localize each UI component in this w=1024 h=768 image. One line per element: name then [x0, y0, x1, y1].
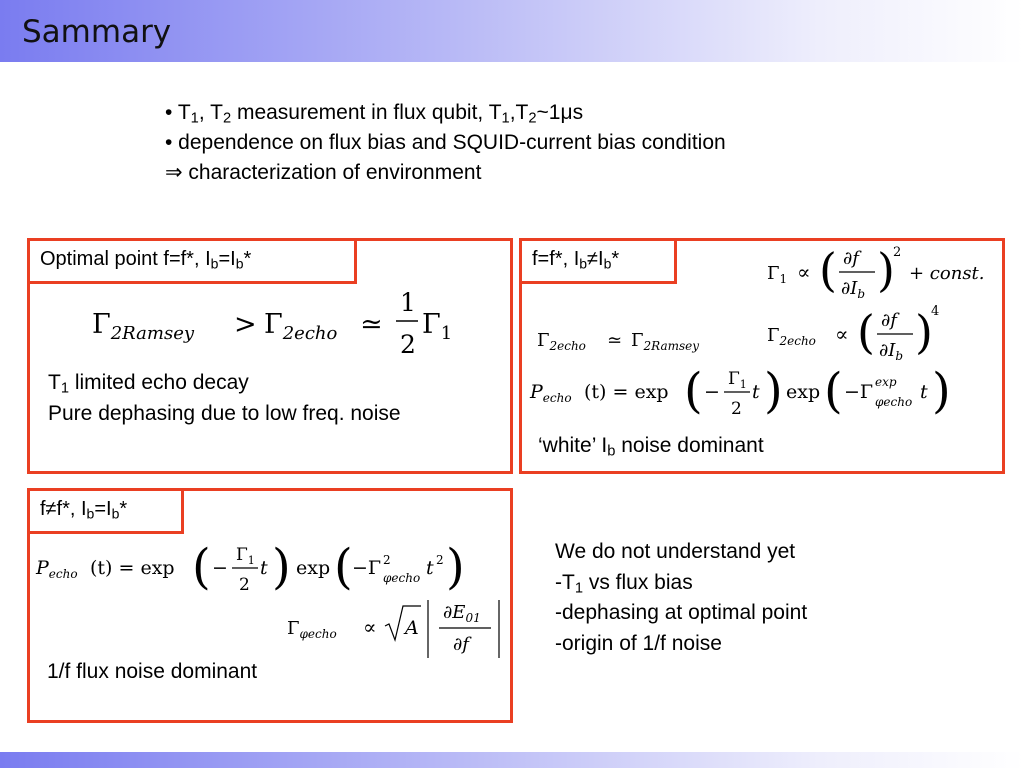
label-text: =I: [218, 248, 236, 270]
svg-text:Γ1: $\Gamma_1$: [728, 369, 747, 391]
sub-b: b: [895, 349, 904, 363]
paren-left: (: [857, 305, 875, 359]
bullet-dot: •: [165, 101, 173, 124]
bullet-t1-t2: [165, 98, 726, 128]
paren-left: (: [192, 539, 211, 595]
label-sub: b: [111, 505, 120, 522]
equation-gamma-phi-propto: [285, 596, 509, 662]
propto-symbol: ∝: [363, 615, 377, 639]
propto-symbol: ∝: [797, 260, 811, 284]
sub-echo: echo: [48, 567, 78, 581]
svg-text:Pecho: [529, 381, 572, 405]
sub-2b: 2: [528, 110, 537, 127]
bullet-dependence: • dependence on flux bias and SQUID-current bias condition: [165, 131, 726, 154]
svg-text:−Γ: −Γ: [352, 557, 382, 579]
label-sub: b: [210, 255, 219, 272]
fraction-numerator: 1: [400, 288, 416, 317]
text-t: -T: [555, 571, 575, 594]
equation-pecho-white: [528, 362, 960, 426]
label-text: f=f*, I: [532, 248, 580, 270]
svg-text:2: 2: [731, 399, 742, 419]
label-text: *: [611, 248, 620, 270]
exponent-4: 4: [931, 304, 940, 319]
a-symbol: A: [405, 617, 419, 639]
t-symbol: t: [426, 557, 434, 579]
svg-text:Pecho: [35, 557, 78, 581]
svg-text:Γ1: $\Gamma_1$: [236, 545, 255, 567]
partial-f: ∂f: [453, 634, 469, 655]
partial-ib: ∂I: [879, 340, 896, 361]
svg-text:t: t: [752, 381, 760, 403]
sub-2echo: 2echo: [779, 334, 816, 348]
gamma-symbol: Γ: [422, 309, 441, 340]
partial-e: ∂E: [443, 602, 466, 623]
sub-1: 1: [779, 272, 788, 286]
sup-2: 2: [436, 553, 444, 567]
text-tail: ~1μs: [536, 101, 584, 124]
p-symbol: P: [530, 381, 543, 403]
text-flux-bias: vs flux bias: [583, 571, 693, 594]
svg-text:Γ2Ramsey: [92, 309, 195, 344]
footer-bar: [0, 752, 1024, 768]
paren-right: ): [877, 243, 895, 297]
paren-right: ): [915, 305, 933, 359]
equation-gamma2echo-simeq: [535, 322, 745, 358]
text-t: T: [48, 371, 61, 394]
svg-text:Γ2echo: $\Gamma_{2echo}$: [767, 325, 816, 348]
exp-function: (t) = exp: [584, 381, 669, 403]
sub-1b: 1: [501, 110, 510, 127]
svg-text:t: t: [920, 381, 928, 403]
summary-bullets: [165, 98, 726, 188]
exp-function: (t) = exp: [90, 557, 175, 579]
sub-ramsey: 2Ramsey: [110, 323, 195, 344]
text-comma: ,T: [509, 101, 529, 124]
sub-1: 1: [60, 380, 69, 397]
label-white-noise: [519, 238, 677, 284]
equation-pecho-flux: [34, 534, 474, 600]
svg-text:2: 2: [239, 575, 250, 595]
svg-text:(: (: [824, 363, 843, 419]
svg-text:∂E01: [443, 602, 481, 625]
text-t: T: [177, 101, 191, 124]
equation-gamma-relation: [88, 285, 468, 360]
gamma-symbol: Γ: [92, 309, 111, 340]
conclusion-line-4: -origin of 1/f noise: [555, 632, 722, 655]
text-dominant: noise dominant: [615, 434, 764, 457]
svg-text:∂Ib: [879, 340, 903, 363]
svg-text:−: −: [212, 557, 228, 579]
optimal-note-2: Pure dephasing due to low freq. noise: [48, 402, 401, 425]
label-optimal-point: [27, 238, 357, 284]
label-text: Optimal point f=f*, I: [40, 248, 211, 270]
sub-2echo: 2echo: [549, 339, 586, 353]
sub-01: 01: [465, 611, 481, 625]
svg-text:t: t: [260, 557, 268, 579]
label-sub: b: [86, 505, 95, 522]
sub-phiecho: φecho: [383, 571, 421, 585]
label-text: f≠f*, I: [40, 498, 87, 520]
svg-text:): ): [932, 363, 951, 419]
sub-b: b: [607, 443, 616, 460]
partial-f: ∂f: [881, 310, 897, 331]
label-text: *: [243, 248, 252, 270]
slide-title: Sammary: [22, 14, 172, 50]
sup-2: 2: [383, 553, 391, 567]
label-sub: b: [235, 255, 244, 272]
partial-f: ∂f: [843, 248, 859, 269]
svg-text:Γ2Ramsey: $\Gamma_{2Ramsey}$: [631, 330, 700, 353]
exp-function: exp: [296, 557, 331, 579]
paren-right: ): [764, 363, 783, 419]
text-comma-t: , T: [198, 101, 223, 124]
sub-echo: echo: [542, 391, 572, 405]
text-white: ‘white’ I: [538, 434, 608, 457]
sub-phiecho: φecho: [299, 627, 337, 641]
text-limited: limited echo decay: [69, 371, 249, 394]
svg-text:Γφecho: $\Gamma_{\varphi echo}$: [287, 618, 337, 641]
conclusion-line-3: -dephasing at optimal point: [555, 601, 808, 624]
paren-left: (: [684, 363, 703, 419]
white-noise-note: [538, 430, 764, 461]
svg-text:−: −: [704, 381, 720, 403]
label-text: *: [119, 498, 128, 520]
svg-text:≃: ≃: [607, 330, 623, 351]
svg-text:Γ2echo: $\Gamma_{2echo}$: [537, 330, 586, 353]
paren-right: ): [272, 539, 291, 595]
label-text: =I: [94, 498, 112, 520]
sub-1: 1: [574, 580, 583, 597]
bullet-characterization: ⇒ characterization of environment: [165, 161, 482, 184]
svg-text:): ): [446, 539, 465, 595]
partial-ib: ∂I: [841, 278, 858, 299]
flux-noise-note: 1/f flux noise dominant: [47, 660, 258, 683]
conclusion-line-2: [555, 567, 693, 598]
exponent-2: 2: [893, 245, 902, 260]
sub-echo: 2echo: [282, 323, 338, 344]
label-text: ≠I: [587, 248, 604, 270]
propto-symbol: ∝: [835, 322, 849, 346]
label-flux-noise: [27, 488, 184, 534]
sub-b: b: [857, 287, 866, 301]
fraction-denominator: 2: [400, 330, 416, 359]
sub-phiecho: φecho: [875, 395, 913, 409]
svg-text:−Γ: −Γ: [844, 381, 874, 403]
text-measurement: measurement in flux qubit, T: [231, 101, 502, 124]
sub-2ramsey: 2Ramsey: [643, 339, 700, 353]
gt-symbol: >: [234, 309, 257, 340]
sub-2: 2: [222, 110, 232, 127]
sup-exp: exp: [875, 375, 897, 389]
conclusion-line-1: We do not understand yet: [555, 540, 796, 563]
label-sub: b: [579, 255, 588, 272]
svg-text:Γ1: [422, 309, 452, 344]
svg-text:Γ1: $\Gamma_1$: [767, 263, 788, 286]
plus-const: + const.: [909, 263, 985, 284]
label-sub: b: [603, 255, 612, 272]
sub-1: 1: [440, 323, 453, 344]
optimal-note-1: [48, 367, 249, 398]
exp-function: exp: [786, 381, 821, 403]
simeq-symbol: ≃: [360, 309, 383, 340]
sub-1: 1: [190, 110, 199, 127]
svg-text:(: (: [334, 539, 353, 595]
p-symbol: P: [36, 557, 49, 579]
gamma-symbol: Γ: [264, 309, 283, 340]
equation-gamma2echo-propto: [765, 297, 945, 367]
svg-text:Γ2echo: [264, 309, 338, 344]
paren-left: (: [819, 243, 837, 297]
